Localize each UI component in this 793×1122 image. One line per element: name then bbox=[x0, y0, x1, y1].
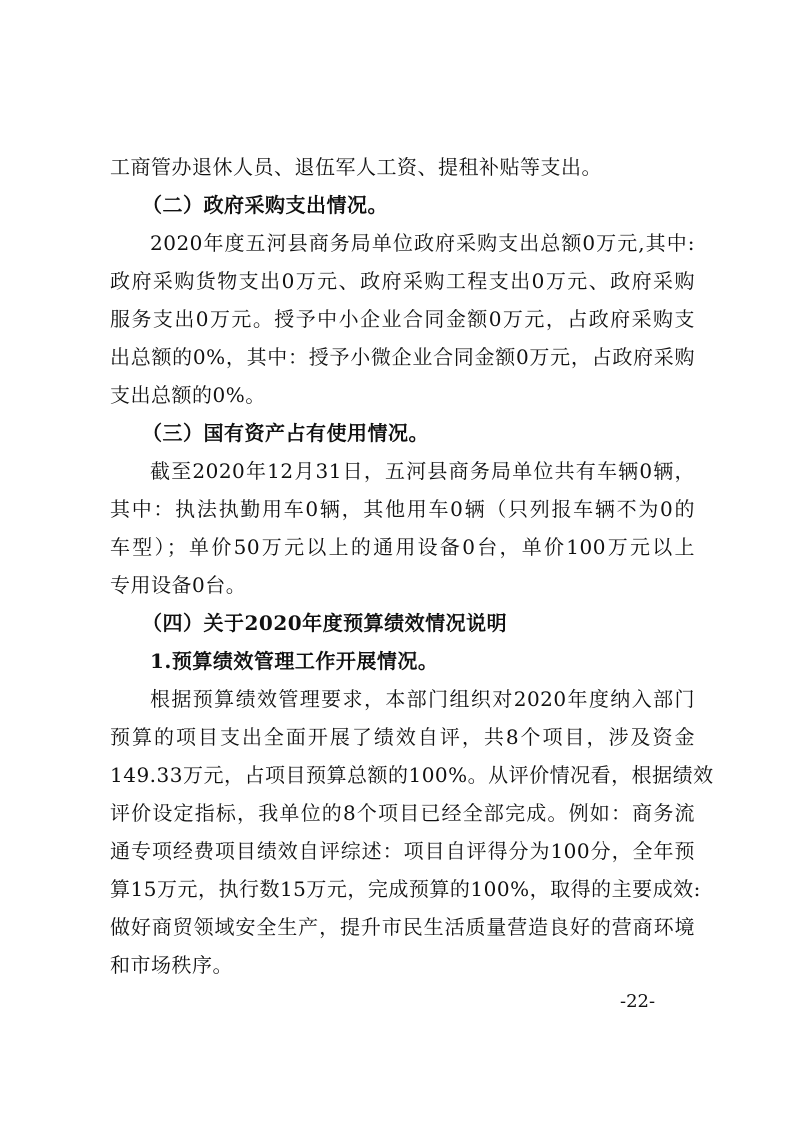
body-text-line: 通专项经费项目绩效自评综述：项目自评得分为100分，全年预 bbox=[110, 839, 695, 863]
section-heading-government-procurement: （二）政府采购支出情况。 bbox=[142, 193, 388, 217]
body-text-line: 出总额的0%，其中：授予小微企业合同金额0万元，占政府采购 bbox=[110, 345, 695, 369]
subsection-heading-performance-management: 1.预算绩效管理工作开展情况。 bbox=[150, 649, 439, 673]
body-text-line: 预算的项目支出全面开展了绩效自评，共8个项目，涉及资金 bbox=[110, 725, 695, 749]
body-text-line: 和市场秩序。 bbox=[110, 953, 233, 977]
body-text-line: 149.33万元，占项目预算总额的100%。从评价情况看，根据绩效 bbox=[110, 763, 714, 787]
body-text-line: 专用设备0台。 bbox=[110, 573, 247, 597]
section-heading-state-assets: （三）国有资产占有使用情况。 bbox=[142, 421, 429, 445]
body-text-line: 算15万元，执行数15万元，完成预算的100%，取得的主要成效: bbox=[110, 877, 701, 901]
page-number: -22- bbox=[620, 991, 656, 1012]
body-text-line: 支出总额的0%。 bbox=[110, 383, 266, 407]
body-text-line: 工商管办退休人员、退伍军人工资、提租补贴等支出。 bbox=[110, 155, 602, 179]
section-heading-performance: （四）关于2020年度预算绩效情况说明 bbox=[142, 611, 508, 635]
body-text-line: 车型）；单价50万元以上的通用设备0台，单价100万元以上 bbox=[110, 535, 695, 559]
body-text-line: 做好商贸领域安全生产，提升市民生活质量营造良好的营商环境 bbox=[110, 915, 695, 939]
body-text-line: 截至2020年12月31日，五河县商务局单位共有车辆0辆， bbox=[150, 459, 695, 483]
body-text-line: 服务支出0万元。授予中小企业合同金额0万元，占政府采购支 bbox=[110, 307, 695, 331]
body-text-line: 评价设定指标，我单位的8个项目已经全部完成。例如：商务流 bbox=[110, 801, 695, 825]
body-text-line: 政府采购货物支出0万元、政府采购工程支出0万元、政府采购 bbox=[110, 269, 695, 293]
body-text-line: 根据预算绩效管理要求，本部门组织对2020年度纳入部门 bbox=[150, 687, 695, 711]
body-text-line: 2020年度五河县商务局单位政府采购支出总额0万元,其中: bbox=[150, 231, 695, 255]
body-text-line: 其中：执法执勤用车0辆，其他用车0辆（只列报车辆不为0的 bbox=[110, 497, 695, 521]
